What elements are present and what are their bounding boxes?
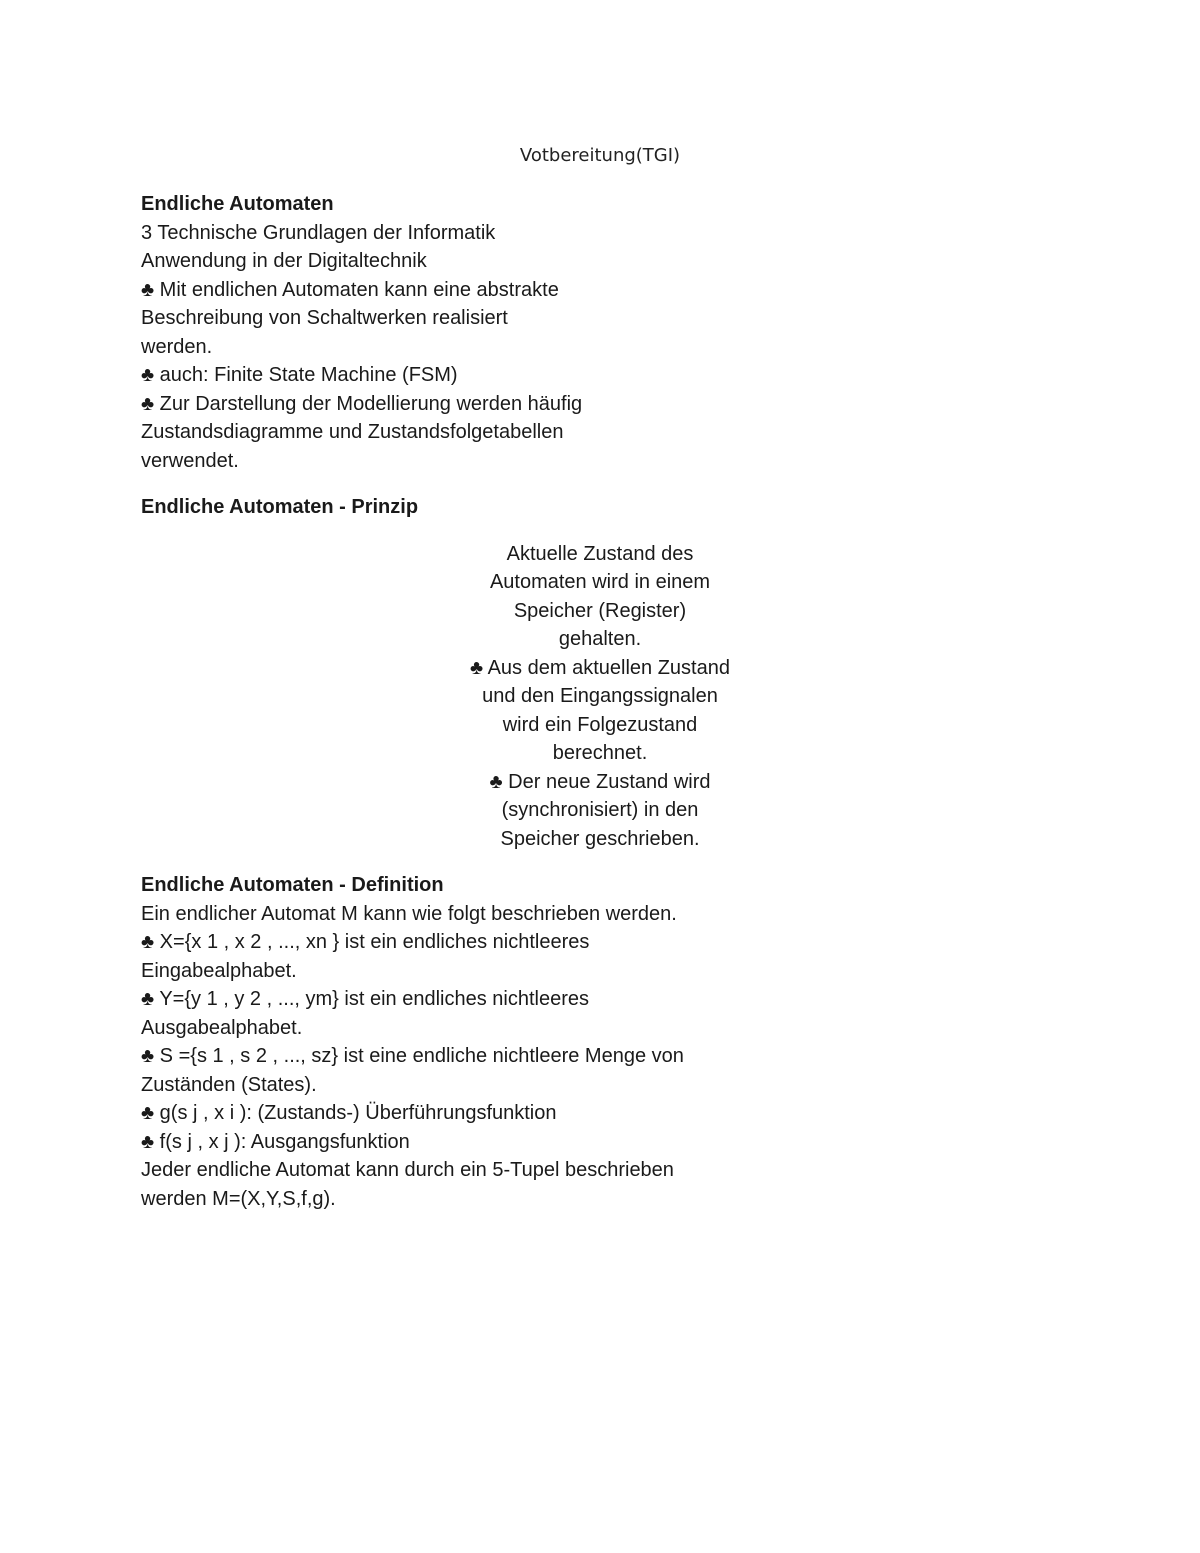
text-line: Zuständen (States). <box>141 1073 317 1096</box>
section-heading: Endliche Automaten <box>141 193 334 215</box>
section-prinzip <box>141 493 781 853</box>
bullet-line: ♣ Mit endlichen Automaten kann eine abstrakte <box>141 278 559 301</box>
bullet-line: ♣ Der neue Zustand wird <box>489 770 711 793</box>
text-line: wird ein Folgezustand <box>502 713 698 736</box>
text-line: gehalten. <box>558 628 642 650</box>
text-line: Beschreibung von Schaltwerken realisiert <box>141 307 508 329</box>
bullet-line: ♣ S ={s 1 , s 2 , ..., sz} ist eine endliche nichtleere Menge von <box>141 1045 684 1067</box>
bullet-line: ♣ Zur Darstellung der Modellierung werden häufig <box>141 392 583 415</box>
text-line: Anwendung in der Digitaltechnik <box>141 250 427 272</box>
text-line: Ausgabealphabet. <box>141 1016 303 1039</box>
bullet-line: ♣ Y={y 1 , y 2 , ..., ym} ist ein endliches nichtleeres <box>141 988 589 1010</box>
section-endliche-automaten <box>141 190 781 475</box>
section-gap <box>141 475 781 493</box>
text-line: Ein endlicher Automat M kann wie folgt beschrieben werden. <box>141 902 677 925</box>
text-line: Automaten wird in einem <box>489 571 711 593</box>
bullet-line: ♣ Aus dem aktuellen Zustand <box>470 656 730 679</box>
text-line: Zustandsdiagramme und Zustandsfolgetabellen <box>141 421 564 443</box>
bullet-line: ♣ auch: Finite State Machine (FSM) <box>141 364 458 386</box>
text-line: Speicher geschrieben. <box>500 827 700 850</box>
text-line: Jeder endliche Automat kann durch ein 5-Tupel beschrieben <box>141 1159 674 1181</box>
bullet-line: ♣ X={x 1 , x 2 , ..., xn } ist ein endliches nichtleeres <box>141 931 590 953</box>
centered-text-block <box>141 540 1059 854</box>
text-line: (synchronisiert) in den <box>501 799 699 821</box>
text-line: 3 Technische Grundlagen der Informatik <box>141 221 496 244</box>
text-line: werden. <box>141 335 213 358</box>
section-gap <box>141 853 781 871</box>
document-title: Votbereitung(TGI) <box>519 145 681 166</box>
bullet-line: ♣ f(s j , x j ): Ausgangsfunktion <box>141 1130 410 1153</box>
section-heading: Endliche Automaten - Definition <box>141 874 444 896</box>
document-body <box>141 190 781 1213</box>
section-heading: Endliche Automaten - Prinzip <box>141 496 419 518</box>
text-line: und den Eingangssignalen <box>482 685 718 707</box>
section-definition <box>141 871 781 1213</box>
text-line: Eingabealphabet. <box>141 959 297 982</box>
text-line: werden M=(X,Y,S,f,g). <box>141 1187 336 1210</box>
text-line: berechnet. <box>552 742 648 764</box>
bullet-line: ♣ g(s j , x i ): (Zustands-) Überführungsfunktion <box>141 1102 557 1124</box>
text-line: verwendet. <box>141 449 239 472</box>
text-line: Aktuelle Zustand des <box>506 542 694 565</box>
text-line: Speicher (Register) <box>513 599 687 622</box>
